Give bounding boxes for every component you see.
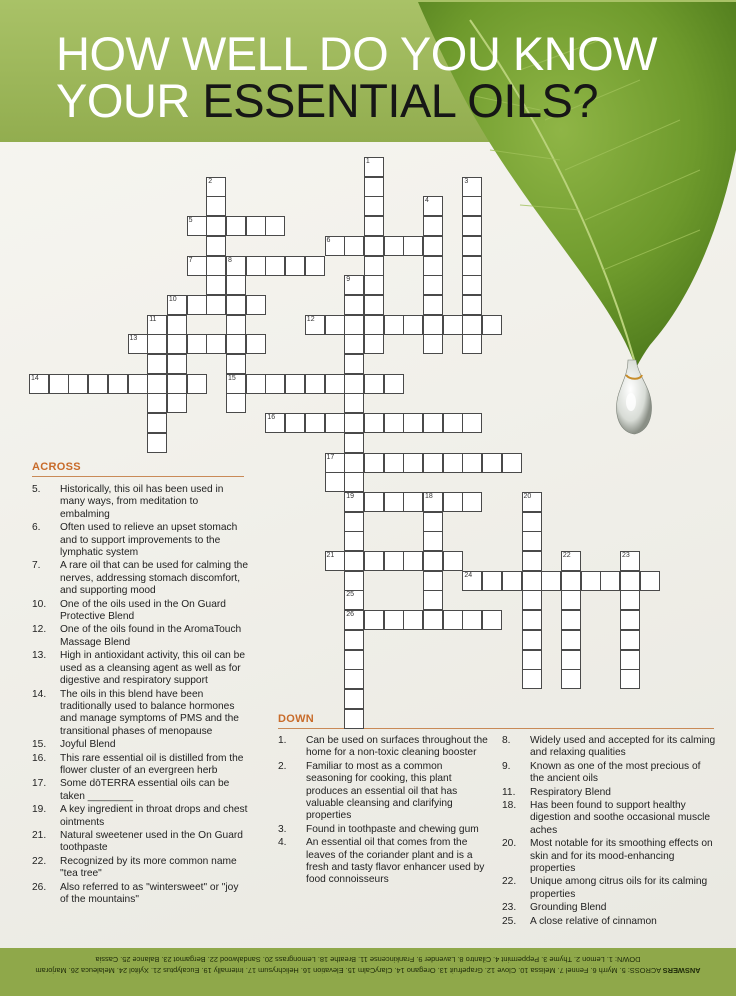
crossword-cell[interactable] — [403, 236, 423, 256]
crossword-cell[interactable] — [325, 374, 345, 394]
title-line-2-bold: ESSENTIAL OILS? — [202, 74, 599, 127]
crossword-cell[interactable] — [462, 492, 482, 512]
clue-text: Respiratory Blend — [530, 786, 611, 798]
clue-text: The oils in this blend have been traditionally used to balance hormones and manage symptoms of PMS and the transitional phases of menopause — [60, 688, 239, 737]
answers-label: ANSWERS — [662, 966, 701, 975]
crossword-cell[interactable] — [384, 453, 404, 473]
crossword-cell[interactable] — [522, 590, 542, 610]
clue-number: 26. — [32, 881, 47, 893]
crossword-cell[interactable] — [522, 630, 542, 650]
crossword-cell[interactable] — [285, 413, 305, 433]
crossword-cell[interactable] — [344, 571, 364, 591]
cell-number: 24 — [464, 571, 473, 579]
cell-number: 18 — [425, 492, 433, 500]
clue-number: 6. — [32, 522, 41, 534]
crossword-cell[interactable] — [561, 669, 581, 689]
crossword-cell[interactable] — [167, 393, 187, 413]
crossword-cell[interactable] — [344, 472, 364, 492]
crossword-cell[interactable] — [462, 275, 482, 295]
crossword-cell[interactable] — [423, 216, 443, 236]
crossword-cell[interactable] — [226, 275, 246, 295]
crossword-cell[interactable] — [620, 669, 640, 689]
crossword-cell[interactable] — [364, 196, 384, 216]
crossword-cell[interactable] — [522, 571, 542, 591]
cell-number: 25 — [346, 591, 354, 599]
crossword-cell[interactable] — [403, 413, 423, 433]
clue-number: 10. — [32, 598, 47, 610]
clue-number: 4. — [278, 837, 287, 849]
crossword-cell[interactable] — [384, 236, 404, 256]
crossword-cell[interactable] — [423, 334, 443, 354]
clue-number: 9. — [502, 760, 511, 772]
crossword-cell[interactable] — [403, 551, 423, 571]
crossword-cell[interactable] — [305, 256, 325, 276]
crossword-cell[interactable] — [423, 236, 443, 256]
crossword-cell[interactable] — [384, 551, 404, 571]
crossword-cell[interactable] — [443, 492, 463, 512]
crossword-cell[interactable] — [344, 650, 364, 670]
clue-number: 23. — [502, 902, 517, 914]
crossword-cell[interactable] — [482, 315, 502, 335]
crossword-cell[interactable] — [147, 354, 167, 374]
crossword-cell[interactable] — [522, 610, 542, 630]
crossword-cell[interactable] — [561, 571, 581, 591]
crossword-cell[interactable] — [561, 610, 581, 630]
crossword-cell[interactable] — [128, 374, 148, 394]
crossword-cell[interactable] — [561, 650, 581, 670]
clue-number: 20. — [502, 838, 517, 850]
crossword-cell[interactable] — [206, 256, 226, 276]
crossword-cell[interactable] — [147, 334, 167, 354]
crossword-cell[interactable] — [226, 334, 246, 354]
crossword-cell[interactable] — [344, 669, 364, 689]
clue-text: Grounding Blend — [530, 902, 607, 914]
crossword-cell[interactable] — [325, 413, 345, 433]
clue-text: Natural sweetener used in the On Guard toothpaste — [60, 829, 243, 854]
crossword-cell[interactable] — [522, 531, 542, 551]
cell-number: 17 — [326, 453, 335, 461]
clue-text: A rare oil that can be used for calming the nerves, addressing stomach discomfort, and supporting mood — [60, 560, 249, 597]
crossword-cell[interactable] — [147, 393, 167, 413]
cell-number: 11 — [149, 315, 157, 323]
crossword-cell[interactable] — [620, 571, 640, 591]
crossword-cell[interactable] — [206, 275, 226, 295]
crossword-cell[interactable] — [423, 551, 443, 571]
crossword-cell[interactable] — [344, 334, 364, 354]
crossword-cell[interactable] — [344, 433, 364, 453]
crossword-cell[interactable] — [364, 295, 384, 315]
crossword-cell[interactable] — [462, 196, 482, 216]
crossword-cell[interactable] — [522, 669, 542, 689]
clue-number: 17. — [32, 778, 47, 790]
clue-text: Joyful Blend — [60, 739, 116, 751]
crossword-cell[interactable] — [600, 571, 620, 591]
crossword-cell[interactable] — [147, 374, 167, 394]
crossword-cell[interactable] — [364, 453, 384, 473]
down-heading: DOWN — [278, 713, 315, 725]
crossword-cell[interactable] — [206, 295, 226, 315]
crossword-cell[interactable] — [364, 177, 384, 197]
crossword-cell[interactable] — [49, 374, 69, 394]
clue-number: 7. — [32, 560, 41, 572]
crossword-cell[interactable] — [443, 413, 463, 433]
crossword-cell[interactable] — [344, 354, 364, 374]
clue-text: High in antioxidant activity, this oil can be used as a cleansing agent as well as for digestive and respiratory support — [60, 650, 245, 687]
cell-number: 1 — [365, 158, 370, 165]
crossword-cell[interactable] — [147, 433, 167, 453]
cell-number: 21 — [326, 552, 335, 559]
crossword-cell[interactable] — [423, 590, 443, 610]
crossword-cell[interactable] — [482, 453, 502, 473]
crossword-cell[interactable] — [265, 256, 285, 276]
crossword-cell[interactable] — [462, 453, 482, 473]
clue-number: 3. — [278, 823, 287, 835]
clue-text: One of the oils found in the AromaTouch Massage Blend — [60, 624, 242, 648]
clue-text: Can be used on surfaces throughout the home for a non-toxic cleaning booster — [306, 735, 488, 759]
crossword-cell[interactable] — [305, 413, 325, 433]
clue-number: 8. — [502, 735, 511, 746]
clue-text: One of the oils used in the On Guard Protective Blend — [60, 598, 226, 623]
crossword-cell[interactable] — [364, 413, 384, 433]
crossword-cell[interactable] — [462, 334, 482, 354]
crossword-cell[interactable] — [443, 453, 463, 473]
cell-number: 12 — [306, 315, 315, 323]
crossword-cell[interactable] — [364, 334, 384, 354]
crossword-cell[interactable] — [246, 216, 266, 236]
crossword-cell[interactable] — [344, 295, 364, 315]
crossword-cell[interactable] — [443, 551, 463, 571]
crossword-cell[interactable] — [88, 374, 108, 394]
crossword-cell[interactable] — [187, 374, 207, 394]
crossword-cell[interactable] — [403, 492, 423, 512]
crossword-cell[interactable] — [206, 236, 226, 256]
crossword-cell[interactable] — [246, 295, 266, 315]
crossword-cell[interactable] — [423, 571, 443, 591]
crossword-cell[interactable] — [344, 393, 364, 413]
crossword-cell[interactable] — [423, 315, 443, 335]
cell-number: 20 — [523, 492, 532, 500]
crossword-cell[interactable] — [246, 334, 266, 354]
crossword-cell[interactable] — [522, 512, 542, 532]
clue-text: Also referred to as "wintersweet" or "joy of the mountains" — [60, 881, 239, 905]
clue-number: 21. — [32, 829, 47, 841]
crossword-cell[interactable] — [403, 610, 423, 630]
clue-text: An essential oil that comes from the leaves of the coriander plant and is a fresh and tasty flavor enhancer used by food connoisseurs — [306, 837, 485, 886]
crossword-cell[interactable] — [423, 610, 443, 630]
crossword-cell[interactable] — [344, 689, 364, 709]
crossword-cell[interactable] — [246, 374, 266, 394]
crossword-cell[interactable] — [462, 236, 482, 256]
crossword-cell[interactable] — [206, 216, 226, 236]
clue-text: Unique among citrus oils for its calming properties — [530, 876, 708, 900]
crossword-cell[interactable] — [206, 196, 226, 216]
crossword-cell[interactable] — [522, 650, 542, 670]
crossword-cell[interactable] — [423, 256, 443, 276]
crossword-cell[interactable] — [443, 315, 463, 335]
clue-number: 14. — [32, 688, 47, 700]
crossword-cell[interactable] — [561, 590, 581, 610]
clue-text: Familiar to most as a common seasoning for cooking, this plant produces an essential oil that has valuable cleansing and clarifying properties — [306, 760, 458, 822]
clue-text: Found in toothpaste and chewing gum — [306, 823, 479, 835]
clue-number: 5. — [32, 484, 41, 495]
crossword-cell[interactable] — [502, 453, 522, 473]
crossword-cell[interactable] — [561, 630, 581, 650]
clue-number: 2. — [278, 760, 287, 772]
cell-number: 14 — [31, 374, 39, 382]
crossword-cell[interactable] — [522, 551, 542, 571]
crossword-cell[interactable] — [187, 334, 207, 354]
crossword-cell[interactable] — [364, 492, 384, 512]
crossword-cell[interactable] — [502, 571, 522, 591]
cell-number: 22 — [562, 552, 571, 559]
crossword-cell[interactable] — [403, 453, 423, 473]
clue-number: 11. — [502, 786, 516, 798]
crossword-cell[interactable] — [206, 334, 226, 354]
clue-text: Widely used and accepted for its calming and relaxing qualities — [530, 735, 716, 759]
clue-number: 22. — [502, 876, 517, 888]
crossword-cell[interactable] — [344, 551, 364, 571]
crossword-cell[interactable] — [640, 571, 660, 591]
clue-text: This rare essential oil is distilled from the flower cluster of an evergreen herb — [60, 752, 244, 776]
clue-number: 15. — [32, 739, 47, 751]
crossword-cell[interactable] — [384, 492, 404, 512]
crossword-cell[interactable] — [620, 650, 640, 670]
crossword-cell[interactable] — [620, 630, 640, 650]
crossword-cell[interactable] — [344, 413, 364, 433]
crossword-cell[interactable] — [187, 295, 207, 315]
clue-number: 12. — [32, 624, 47, 636]
crossword-cell[interactable] — [384, 610, 404, 630]
cell-number: 7 — [188, 256, 193, 264]
crossword-cell[interactable] — [364, 216, 384, 236]
crossword-cell[interactable] — [423, 275, 443, 295]
cell-number: 16 — [267, 414, 276, 422]
crossword-cell[interactable] — [344, 374, 364, 394]
crossword-cell[interactable] — [344, 531, 364, 551]
crossword-cell[interactable] — [462, 295, 482, 315]
crossword-cell[interactable] — [482, 571, 502, 591]
crossword-cell[interactable] — [423, 453, 443, 473]
crossword-cell[interactable] — [226, 354, 246, 374]
clue-text: Most notable for its smoothing effects on skin and for its mood-enhancing properties — [530, 838, 713, 875]
crossword-cell[interactable] — [384, 374, 404, 394]
across-heading: ACROSS — [32, 461, 81, 473]
crossword-cell[interactable] — [620, 590, 640, 610]
clue-number: 1. — [278, 735, 287, 746]
clue-text: Historically, this oil has been used in many ways, from meditation to embalming — [60, 484, 224, 520]
crossword-cell[interactable] — [462, 413, 482, 433]
cell-number: 15 — [228, 374, 236, 382]
cell-number: 10 — [168, 295, 177, 303]
title-line-2-light: YOUR — [56, 74, 203, 127]
cell-number: 4 — [425, 197, 429, 205]
crossword-cell[interactable] — [403, 315, 423, 335]
cell-number: 6 — [326, 236, 331, 244]
crossword-cell[interactable] — [226, 393, 246, 413]
crossword-cell[interactable] — [265, 216, 285, 236]
crossword-cell[interactable] — [285, 256, 305, 276]
crossword-cell[interactable] — [344, 453, 364, 473]
crossword-cell[interactable] — [364, 551, 384, 571]
clue-number: 25. — [502, 915, 517, 927]
answers-across: ANSWERS ACROSS: 5. Myrrh 6. Fennel 7. Melissa 10. Clove 12. Grapefruit 13. Oregano 14. ClaryCalm 15. Elevation 16. Helichrysum 17. Internally 19. Eucalyptus 21. Xylitol 24. Melaleuca 26. Marjoram — [35, 966, 701, 975]
clue-text: Recognized by its more common name "tea tree" — [60, 855, 237, 880]
crossword-cell[interactable] — [68, 374, 88, 394]
answers-down: DOWN: 1. Lemon 2. Thyme 3. Peppermint 4. Cilantro 8. Lavender 9. Frankincense 11. Breathe 18. Lemongrass 20. Sandalwood 22. Bergamot 23. Balance 25. Cassia — [95, 955, 641, 964]
crossword-cell[interactable] — [344, 512, 364, 532]
crossword-cell[interactable] — [482, 610, 502, 630]
crossword-cell[interactable] — [364, 374, 384, 394]
crossword-cell[interactable] — [344, 709, 364, 729]
crossword-cell[interactable] — [246, 256, 266, 276]
crossword-cell[interactable] — [167, 354, 187, 374]
crossword-cell[interactable] — [167, 315, 187, 335]
crossword-cell[interactable] — [167, 374, 187, 394]
cell-number: 2 — [208, 177, 213, 185]
crossword-cell[interactable] — [364, 275, 384, 295]
cell-number: 3 — [464, 177, 469, 185]
crossword-cell[interactable] — [364, 315, 384, 335]
crossword-cell[interactable] — [364, 256, 384, 276]
clue-number: 13. — [32, 650, 47, 662]
clue-number: 19. — [32, 804, 47, 816]
crossword-cell[interactable] — [364, 236, 384, 256]
cell-number: 9 — [346, 276, 351, 284]
clue-text: A close relative of cinnamon — [530, 915, 657, 927]
crossword-cell[interactable] — [581, 571, 601, 591]
cell-number: 5 — [188, 217, 193, 225]
clue-number: 16. — [32, 752, 47, 764]
crossword-cell[interactable] — [462, 610, 482, 630]
cell-number: 8 — [228, 256, 232, 264]
crossword-cell[interactable] — [462, 256, 482, 276]
crossword-cell[interactable] — [541, 571, 561, 591]
clue-text: A key ingredient in throat drops and chest ointments — [60, 804, 248, 828]
crossword-cell[interactable] — [226, 216, 246, 236]
crossword-cell[interactable] — [384, 413, 404, 433]
crossword-cell[interactable] — [305, 374, 325, 394]
crossword-cell[interactable] — [443, 610, 463, 630]
crossword-cell[interactable] — [423, 295, 443, 315]
clue-text: Has been found to support healthy digestion and soothe occasional muscle aches — [530, 800, 711, 836]
crossword-cell[interactable] — [344, 236, 364, 256]
clue-text: Known as one of the most precious of the ancient oils — [530, 760, 701, 785]
clue-text: Some dōTERRA essential oils can be taken ________ — [60, 778, 230, 802]
crossword-cell[interactable] — [108, 374, 128, 394]
crossword-cell[interactable] — [265, 374, 285, 394]
crossword-cell[interactable] — [285, 374, 305, 394]
clue-text: Often used to relieve an upset stomach and to support improvements to the lymphatic system — [60, 522, 238, 559]
crossword-cell[interactable] — [344, 630, 364, 650]
crossword-cell[interactable] — [344, 315, 364, 335]
title-line-1: HOW WELL DO YOU KNOW — [56, 27, 658, 80]
crossword-cell[interactable] — [147, 413, 167, 433]
crossword-cell[interactable] — [462, 216, 482, 236]
clue-number: 18. — [502, 800, 517, 812]
crossword-cell[interactable] — [226, 315, 246, 335]
clue-number: 22. — [32, 855, 47, 867]
cell-number: 19 — [346, 492, 354, 500]
crossword-cell[interactable] — [423, 531, 443, 551]
crossword-cell[interactable] — [620, 610, 640, 630]
crossword-cell[interactable] — [226, 295, 246, 315]
crossword-cell[interactable] — [423, 512, 443, 532]
cell-number: 13 — [129, 335, 138, 343]
crossword-cell[interactable] — [167, 334, 187, 354]
crossword-cell[interactable] — [384, 315, 404, 335]
crossword-cell[interactable] — [462, 315, 482, 335]
cell-number: 26 — [346, 611, 354, 619]
crossword-cell[interactable] — [325, 472, 345, 492]
crossword-cell[interactable] — [325, 315, 345, 335]
cell-number: 23 — [622, 552, 630, 559]
crossword-cell[interactable] — [364, 610, 384, 630]
crossword-cell[interactable] — [423, 413, 443, 433]
